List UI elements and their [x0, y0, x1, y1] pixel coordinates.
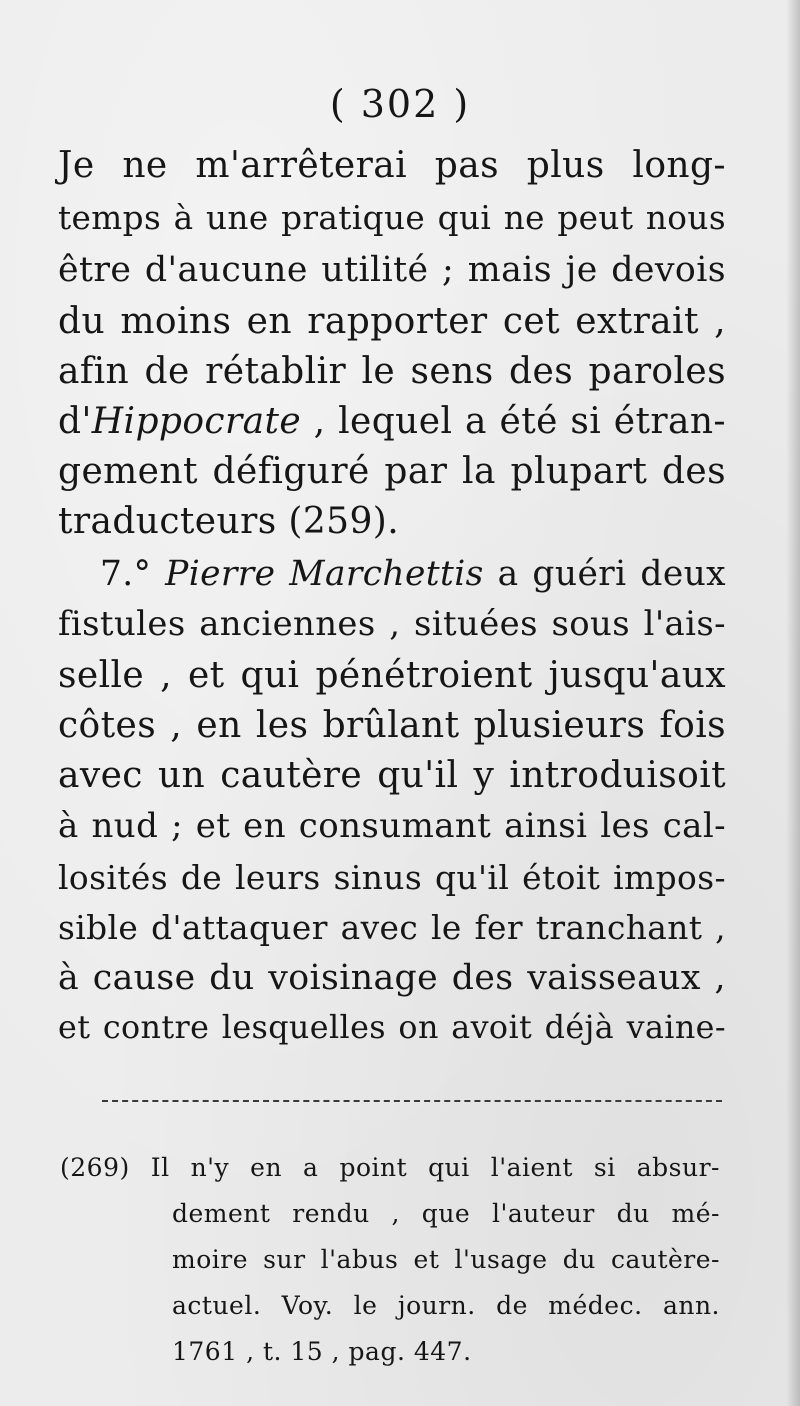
- body-line: avec un cautère qu'il y introduisoit: [58, 755, 726, 796]
- footnote-line: moire sur l'abus et l'usage du cautère-: [172, 1245, 720, 1274]
- body-line: fistules anciennes , situées sous l'ais-: [58, 604, 726, 643]
- body-line-pre: d': [58, 401, 92, 442]
- body-line: à cause du voisinage des vaisseaux ,: [58, 958, 726, 998]
- body-line: [100, 548, 726, 600]
- body-line: losités de leurs sinus qu'il étoit impos-: [58, 858, 726, 897]
- body-line: du moins en rapporter cet extrait ,: [58, 301, 726, 342]
- body-line: sible d'attaquer avec le fer tranchant ,: [58, 909, 726, 947]
- body-line: gement défiguré par la plupart des: [58, 451, 726, 492]
- body-line: afin de rétablir le sens des paroles: [58, 351, 726, 392]
- footnote-line: 1761 , t. 15 , pag. 447.: [172, 1337, 472, 1366]
- footnote-separator: [102, 1100, 722, 1102]
- footnote-line: actuel. Voy. le journ. de médec. ann.: [172, 1291, 720, 1320]
- body-line: traducteurs (259).: [58, 501, 400, 542]
- page-edge-shadow: [786, 0, 800, 1406]
- body-line: temps à une pratique qui ne peut nous: [58, 199, 726, 237]
- body-line: à nud ; et en consumant ainsi les cal-: [58, 806, 726, 846]
- body-line: [58, 396, 726, 448]
- body-line: selle , et qui pénétroient jusqu'aux: [58, 655, 726, 696]
- body-line: être d'aucune utilité ; mais je devois: [58, 250, 726, 290]
- body-line: côtes , en les brûlant plusieurs fois: [58, 705, 726, 746]
- author-name-italic: Hippocrate: [91, 401, 302, 442]
- footnote-line: dement rendu , que l'auteur du mé-: [172, 1199, 720, 1228]
- body-line: et contre lesquelles on avoit déjà vaine-: [58, 1010, 726, 1046]
- body-line-post: , lequel a été si étran-: [301, 401, 726, 442]
- author-name-italic: Pierre Marchettis: [165, 554, 484, 594]
- body-line-post: a guéri deux: [483, 554, 726, 594]
- page-number: ( 302 ): [329, 82, 471, 126]
- section-number: 7.°: [100, 554, 166, 594]
- footnote-line: (269) Il n'y en a point qui l'aient si absur-: [60, 1153, 720, 1182]
- body-line: Je ne m'arrêterai pas plus long-: [58, 145, 726, 186]
